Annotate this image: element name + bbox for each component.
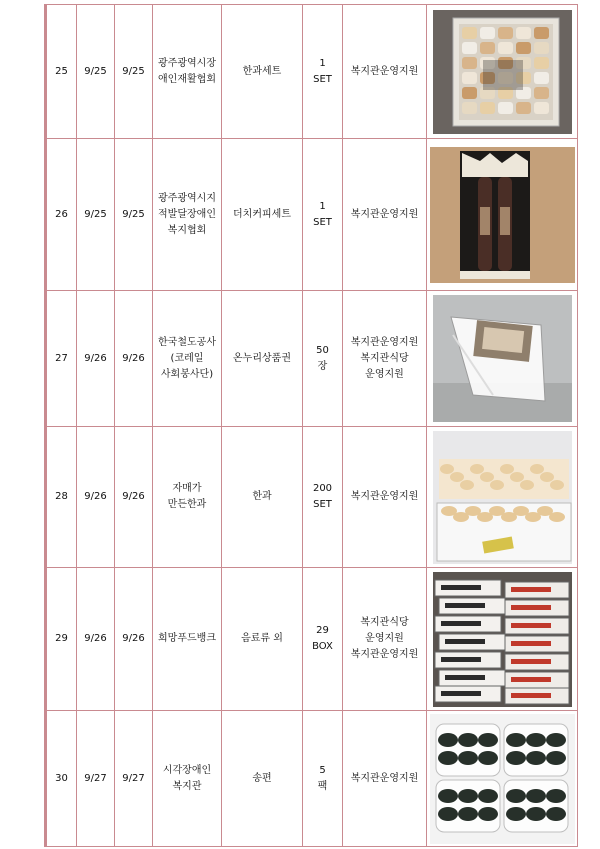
table-row <box>46 5 578 139</box>
cell-received <box>77 711 115 847</box>
cell-usage <box>343 711 427 847</box>
cell-usage <box>343 291 427 427</box>
cell-registered <box>115 5 153 139</box>
no-text: 30 <box>55 772 68 784</box>
donor-text: 한국철도공사 (코레일 사회봉사단) <box>158 336 216 380</box>
cell-photo <box>427 5 578 139</box>
cell-no <box>46 5 77 139</box>
cell-received <box>77 5 115 139</box>
cell-no <box>46 568 77 711</box>
cell-donor <box>153 139 222 291</box>
cell-no <box>46 139 77 291</box>
table-row <box>46 139 578 291</box>
cell-donor <box>153 568 222 711</box>
item-text: 음료류 외 <box>241 633 283 644</box>
qty-text: 5 팩 <box>317 764 328 792</box>
received-text: 9/27 <box>84 772 107 784</box>
cell-usage <box>343 427 427 568</box>
registered-text: 9/26 <box>122 491 145 502</box>
cell-received <box>77 427 115 568</box>
no-text: 29 <box>55 633 68 644</box>
table-row <box>46 568 578 711</box>
usage-text: 복지관운영지원 <box>350 491 419 502</box>
no-text: 26 <box>55 208 68 220</box>
item-text: 한과세트 <box>242 65 282 77</box>
registered-text: 9/26 <box>122 352 145 364</box>
qty-text: 1 SET <box>313 57 332 85</box>
cell-received <box>77 291 115 427</box>
cell-qty <box>303 5 343 139</box>
cell-item <box>222 427 303 568</box>
donation-table <box>44 4 578 847</box>
received-text: 9/25 <box>84 208 107 220</box>
cell-no <box>46 427 77 568</box>
cell-qty <box>303 291 343 427</box>
qty-text: 200 SET <box>312 483 333 510</box>
cell-photo <box>427 427 578 568</box>
cell-registered <box>115 568 153 711</box>
donor-text: 희망푸드뱅크 <box>158 633 216 644</box>
coffee-bottle-gift-photo <box>430 147 575 283</box>
cell-donor <box>153 711 222 847</box>
cell-qty <box>303 711 343 847</box>
cell-item <box>222 291 303 427</box>
cell-usage <box>343 568 427 711</box>
registered-text: 9/25 <box>122 65 145 77</box>
qty-text: 50 장 <box>316 344 329 372</box>
item-text: 송편 <box>252 772 272 784</box>
table-row <box>46 711 578 847</box>
table-row <box>46 427 578 568</box>
registered-text: 9/27 <box>122 772 145 784</box>
usage-text: 복지관식당 운영지원 복지관운영지원 <box>350 617 419 660</box>
cell-item <box>222 139 303 291</box>
received-text: 9/26 <box>84 491 107 502</box>
table-row <box>46 291 578 427</box>
cell-usage <box>343 139 427 291</box>
cell-qty <box>303 568 343 711</box>
cell-photo <box>427 568 578 711</box>
cell-no <box>46 291 77 427</box>
cell-item <box>222 568 303 711</box>
cell-photo <box>427 291 578 427</box>
registered-text: 9/26 <box>122 633 145 644</box>
usage-text: 복지관운영지원 <box>350 772 419 784</box>
cell-registered <box>115 291 153 427</box>
no-text: 28 <box>55 491 68 502</box>
item-text: 더치커피세트 <box>233 208 291 220</box>
hangwa-bags-photo <box>433 431 572 564</box>
cell-qty <box>303 427 343 568</box>
donor-text: 광주광역시장 애인재활협회 <box>158 57 216 85</box>
cell-registered <box>115 427 153 568</box>
cell-item <box>222 5 303 139</box>
qty-text: 1 SET <box>313 200 332 228</box>
cell-photo <box>427 711 578 847</box>
no-text: 25 <box>55 65 68 77</box>
songpyeon-packs-photo <box>430 714 575 844</box>
usage-text: 복지관운영지원 <box>350 65 419 77</box>
registered-text: 9/25 <box>122 208 145 220</box>
received-text: 9/25 <box>84 65 107 77</box>
cell-registered <box>115 139 153 291</box>
cell-received <box>77 568 115 711</box>
donor-text: 시각장애인 복지관 <box>162 764 212 792</box>
donor-text: 자매가 만든한과 <box>167 483 207 510</box>
cell-donor <box>153 291 222 427</box>
item-text: 한과 <box>252 491 272 502</box>
donation-table-body <box>46 5 578 847</box>
cell-donor <box>153 427 222 568</box>
received-text: 9/26 <box>84 633 107 644</box>
received-text: 9/26 <box>84 352 107 364</box>
no-text: 27 <box>55 352 68 364</box>
cell-photo <box>427 139 578 291</box>
hangwa-gift-box-photo <box>433 10 572 134</box>
beverage-boxes-photo <box>433 572 572 707</box>
qty-text: 29 BOX <box>312 625 333 652</box>
cell-received <box>77 139 115 291</box>
item-text: 온누리상품권 <box>233 352 291 364</box>
cell-no <box>46 711 77 847</box>
usage-text: 복지관운영지원 복지관식당 운영지원 <box>350 336 419 380</box>
cell-qty <box>303 139 343 291</box>
cell-item <box>222 711 303 847</box>
usage-text: 복지관운영지원 <box>350 208 419 220</box>
cell-usage <box>343 5 427 139</box>
gift-voucher-photo <box>433 295 572 422</box>
cell-donor <box>153 5 222 139</box>
cell-registered <box>115 711 153 847</box>
donor-text: 광주광역시지 적발달장애인 복지협회 <box>158 192 216 236</box>
